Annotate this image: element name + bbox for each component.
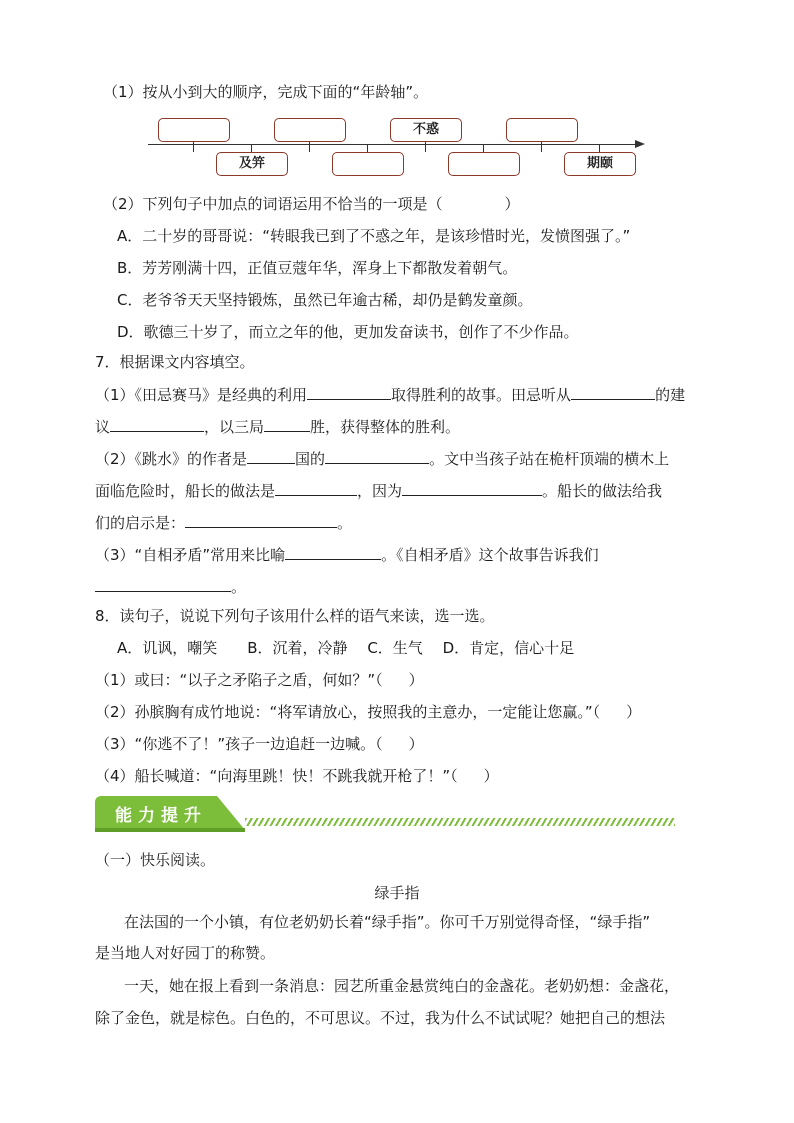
reading-p2-l2: 除了金色，就是棕色。白色的，不可思议。不过，我为什么不试试呢？她把自己的想法 (95, 1009, 666, 1027)
q8-choices: A．讥讽，嘲笑 B．沉着，冷静 C．生气 D．肯定，信心十足 (117, 639, 575, 657)
age-box-blank-5[interactable] (448, 152, 520, 176)
blank[interactable] (275, 480, 357, 496)
blank[interactable] (247, 448, 295, 464)
q8-title: 8．读句子，说说下列句子该用什么样的语气来读，选一选。 (95, 607, 495, 625)
q7-line-7: 。 (95, 576, 246, 597)
blank[interactable] (110, 416, 204, 432)
blank[interactable] (185, 512, 337, 528)
q7-title: 7．根据课文内容填空。 (95, 353, 255, 371)
tick (541, 142, 542, 152)
tick (425, 142, 426, 152)
banner-base (95, 828, 245, 832)
q6-option-c: C．老爷爷天天坚持锻炼，虽然已年逾古稀，却仍是鹤发童颜。 (117, 291, 533, 309)
age-box-buhuo: 不惑 (390, 118, 462, 142)
blank[interactable] (285, 544, 381, 560)
blank[interactable] (402, 480, 542, 496)
age-box-qiyi: 期颐 (564, 152, 636, 176)
reading-p2-l1: 一天，她在报上看到一条消息：园艺所重金悬赏纯白的金盏花。老奶奶想：金盏花， (124, 977, 680, 995)
blank[interactable] (307, 384, 391, 400)
section-banner (95, 796, 685, 832)
q8-item-2: （2）孙膑胸有成竹地说：“将军请放心，按照我的主意办，一定能让您赢。”（ ） (95, 703, 642, 721)
axis-line (148, 144, 638, 145)
tick (309, 142, 310, 152)
age-box-blank-2[interactable] (274, 118, 346, 142)
blank[interactable] (264, 416, 310, 432)
q6-option-d: D．歌德三十岁了，而立之年的他，更加发奋读书，创作了不少作品。 (117, 323, 579, 341)
q7-line-2: 议 ，以三局 胜，获得整体的胜利。 (95, 418, 461, 436)
blank[interactable] (325, 448, 429, 464)
q7-line-6: （3）“自相矛盾”常用来比喻 。《自相矛盾》这个故事告诉我们 (95, 546, 599, 564)
q7-line-1: （1）《田忌赛马》是经典的利用 取得胜利的故事。田忌听从 的建 (95, 386, 686, 404)
age-box-blank-4[interactable] (332, 152, 404, 176)
age-axis (148, 112, 668, 182)
tick (193, 142, 194, 152)
age-box-blank-1[interactable] (158, 118, 230, 142)
q8-item-1: （1）或曰：“以子之矛陷子之盾，何如？”（ ） (95, 671, 424, 689)
banner-hatch (245, 818, 675, 826)
axis-arrow-icon (635, 140, 645, 148)
age-box-blank-3[interactable] (506, 118, 578, 142)
reading-p1-l1: 在法国的一个小镇，有位老奶奶长着“绿手指”。你可千万别觉得奇怪，“绿手指” (124, 913, 651, 931)
q6-sub1: （1）按从小到大的顺序，完成下面的“年龄轴”。 (103, 83, 429, 101)
q8-item-3: （3）“你逃不了！”孩子一边追赶一边喊。（ ） (95, 735, 424, 753)
q7-line-5: 们的启示是： 。 (95, 514, 353, 532)
q6-option-a: A．二十岁的哥哥说：“转眼我已到了不惑之年，是该珍惜时光，发愤图强了。” (117, 227, 631, 245)
reading-title: 绿手指 (374, 884, 420, 902)
reading-p1-l2: 是当地人对好园丁的称赞。 (95, 944, 276, 962)
blank[interactable] (95, 576, 231, 592)
age-box-jiji: 及笄 (216, 152, 288, 176)
blank[interactable] (571, 384, 655, 400)
q8-item-4: （4）船长喊道：“向海里跳！快！不跳我就开枪了！”（ ） (95, 767, 499, 785)
q7-line-3: （2）《跳水》的作者是 国的 。文中当孩子站在桅杆顶端的横木上 (95, 450, 670, 468)
banner-title: 能力提升 (115, 806, 207, 826)
q6-option-b: B．芳芳刚满十四，正值豆蔻年华，浑身上下都散发着朝气。 (117, 259, 518, 277)
q6-sub2: （2）下列句子中加点的词语运用不恰当的一项是（ ） (103, 195, 520, 213)
reading-heading: （一）快乐阅读。 (95, 851, 216, 869)
q7-line-4: 面临危险时，船长的做法是 ，因为 。船长的做法给我 (95, 482, 663, 500)
